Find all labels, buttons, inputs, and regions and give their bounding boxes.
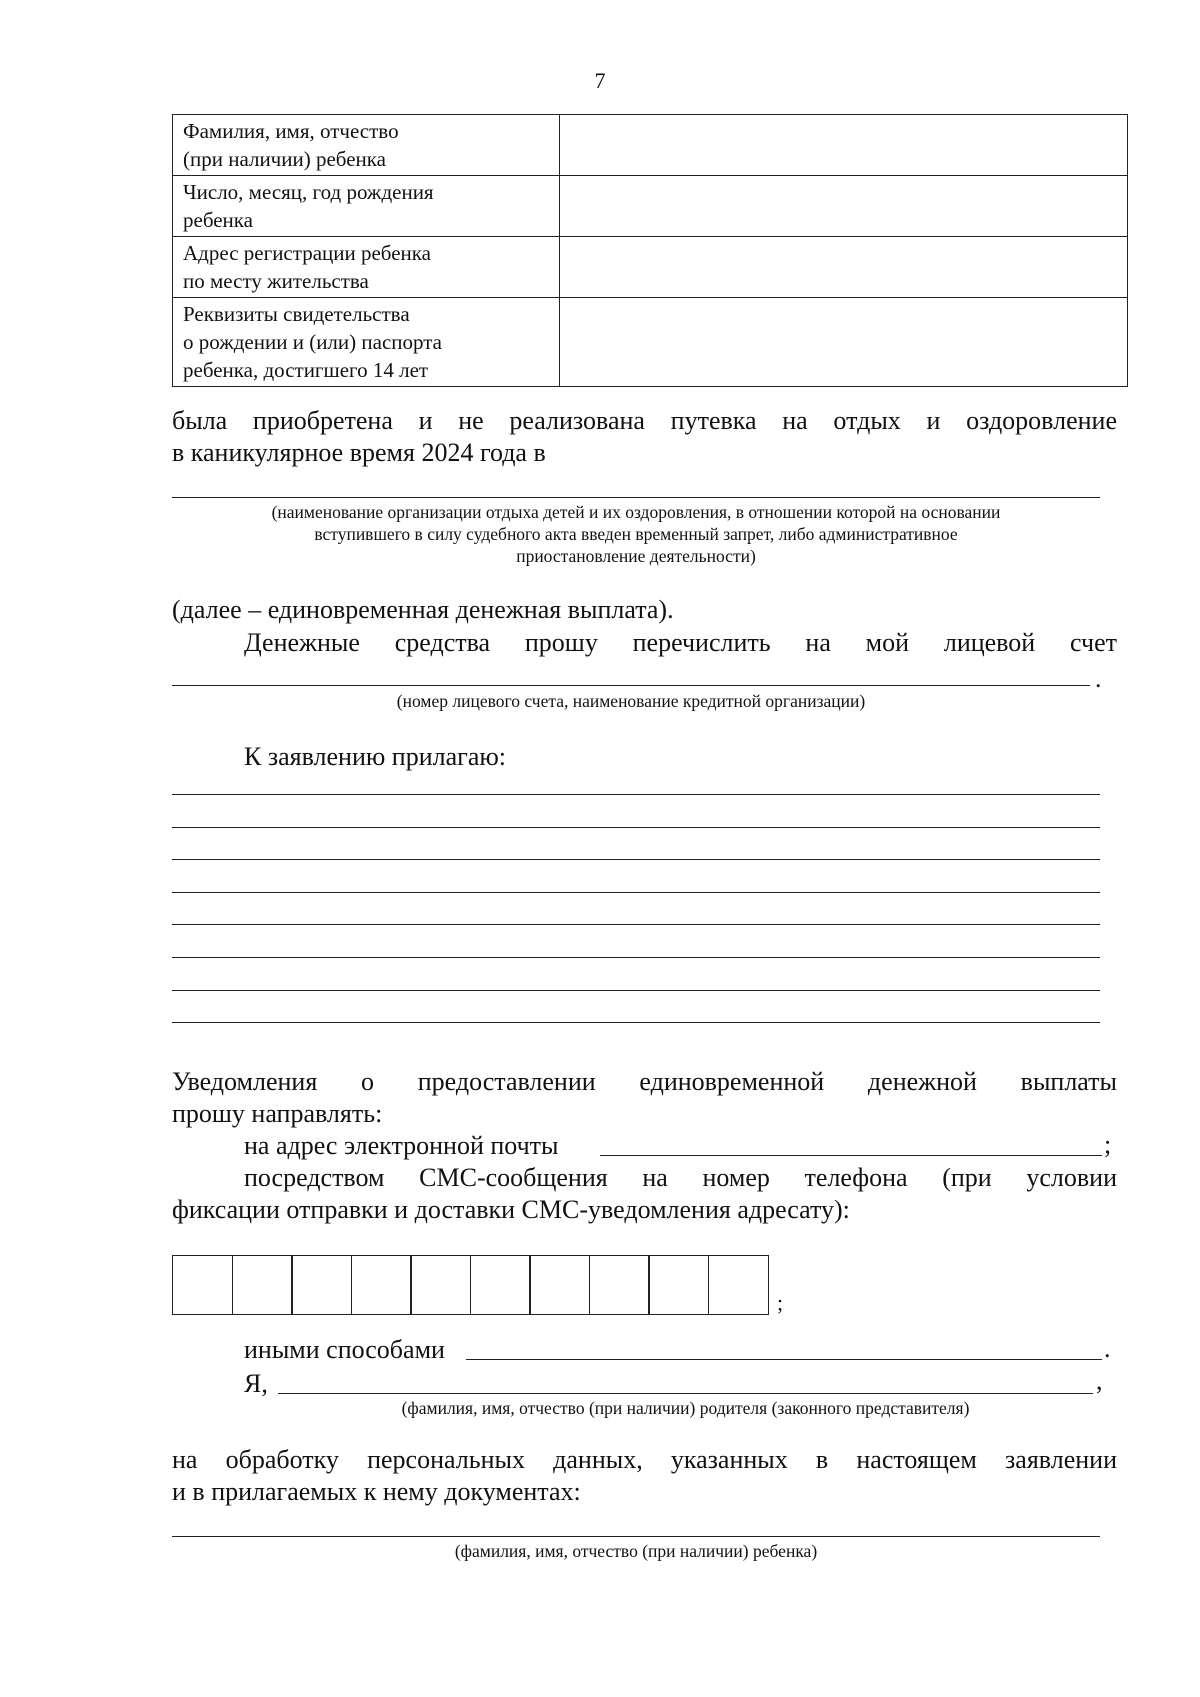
row-label: Фамилия, имя, отчество (при наличии) ребенка [173, 115, 560, 176]
attachment-line[interactable] [172, 827, 1100, 828]
parent-name-caption: (фамилия, имя, отчество (при наличии) родителя (законного представителя) [401, 1398, 970, 1418]
child-name-line[interactable] [172, 1536, 1100, 1537]
row-label: Адрес регистрации ребенка по месту жительства [173, 237, 560, 298]
phone-digit-box[interactable] [291, 1255, 352, 1315]
phone-digit-box[interactable] [172, 1255, 233, 1315]
account-line[interactable] [172, 685, 1090, 686]
row-label: Число, месяц, год рождения ребенка [173, 176, 560, 237]
email-end: ; [1104, 1130, 1112, 1159]
sms-paragraph-line1: посредством СМС-сообщения на номер телефона (при условии [244, 1163, 1117, 1192]
organization-line[interactable] [172, 497, 1100, 498]
phone-number-boxes [172, 1255, 769, 1315]
phone-digit-box[interactable] [589, 1255, 650, 1315]
attachments-label: К заявлению прилагаю: [244, 742, 507, 771]
child-address-field[interactable] [560, 237, 1128, 298]
table-row [173, 237, 1128, 298]
consent-paragraph-line1: на обработку персональных данных, указанных в настоящем заявлении [172, 1445, 1117, 1474]
phone-digit-box[interactable] [351, 1255, 412, 1315]
attachment-line[interactable] [172, 892, 1100, 893]
parent-name-line[interactable] [278, 1393, 1093, 1394]
sms-paragraph-line2: фиксации отправки и доставки СМС-уведомления адресату): [172, 1195, 850, 1224]
notify-paragraph-line1: Уведомления о предоставлении единовременной денежной выплаты [172, 1067, 1117, 1096]
consent-paragraph-line2: и в прилагаемых к нему документах: [172, 1477, 581, 1506]
attachment-line[interactable] [172, 990, 1100, 991]
organization-caption: (наименование организации отдыха детей и их оздоровления, в отношении которой на основании вступившего в силу судебного акта введен временный запрет, либо административное приостановление деятельности) [271, 502, 1001, 566]
transfer-paragraph: Денежные средства прошу перечислить на мой лицевой счет [244, 628, 1117, 657]
notify-paragraph-line2: прошу направлять: [172, 1099, 383, 1128]
row-label: Реквизиты свидетельства о рождении и (или) паспорта ребенка, достигшего 14 лет [173, 298, 560, 387]
payment-definition: (далее – единовременная денежная выплата). [172, 595, 674, 624]
attachment-line[interactable] [172, 924, 1100, 925]
phone-digit-box[interactable] [410, 1255, 471, 1315]
phone-digit-box[interactable] [708, 1255, 769, 1315]
phone-digit-box[interactable] [470, 1255, 531, 1315]
child-document-field[interactable] [560, 298, 1128, 387]
child-name-field[interactable] [560, 115, 1128, 176]
ya-label: Я, [244, 1369, 268, 1398]
page-number: 7 [594, 68, 606, 93]
attachment-line[interactable] [172, 794, 1100, 795]
parent-name-end: , [1096, 1366, 1103, 1395]
email-line[interactable] [600, 1155, 1102, 1156]
child-birthdate-field[interactable] [560, 176, 1128, 237]
attachment-line[interactable] [172, 957, 1100, 958]
attachment-line[interactable] [172, 1022, 1100, 1023]
other-methods-label: иными способами [244, 1335, 445, 1364]
table-row [173, 298, 1128, 387]
table-row [173, 176, 1128, 237]
table-row [173, 115, 1128, 176]
child-name-caption: (фамилия, имя, отчество (при наличии) ребенка) [454, 1541, 818, 1561]
other-methods-line[interactable] [466, 1359, 1102, 1360]
child-info-table [172, 114, 1128, 387]
phone-end: ; [777, 1290, 784, 1315]
voucher-paragraph-line2: в каникулярное время 2024 года в [172, 438, 546, 467]
email-label: на адрес электронной почты [244, 1131, 559, 1160]
attachment-line[interactable] [172, 859, 1100, 860]
phone-digit-box[interactable] [529, 1255, 590, 1315]
phone-digit-box[interactable] [648, 1255, 709, 1315]
phone-digit-box[interactable] [232, 1255, 293, 1315]
account-caption: (номер лицевого счета, наименование кредитной организации) [396, 691, 866, 711]
other-methods-end: . [1104, 1334, 1111, 1363]
voucher-paragraph-line1: была приобретена и не реализована путевка на отдых и оздоровление [172, 406, 1117, 435]
account-end: . [1095, 664, 1102, 693]
